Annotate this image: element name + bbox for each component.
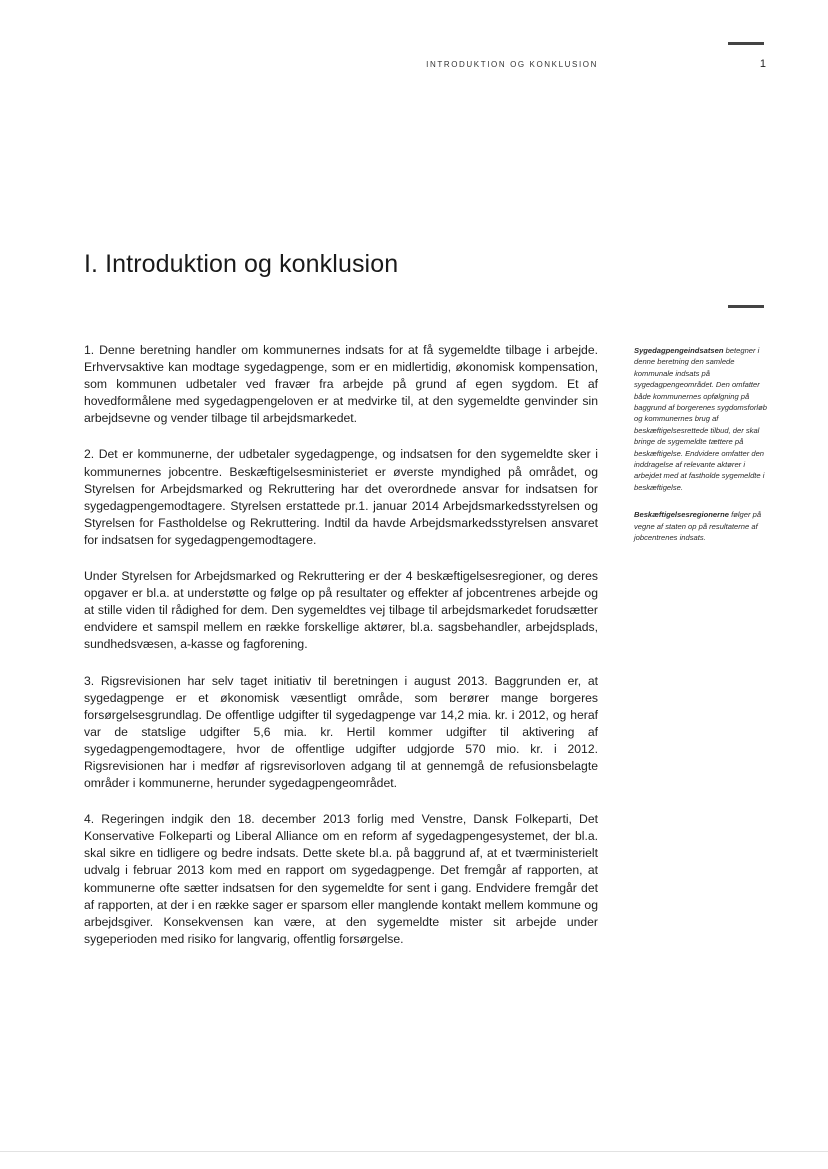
section-rule bbox=[728, 305, 764, 308]
paragraph-3: 3. Rigsrevisionen har selv taget initiativ til beretningen i august 2013. Baggrunden er, at sygedagpenge er et økonomisk væsentligt område, som berører mange borgeres forsørgelsesgrundlag. De offentlige udgifter til sygedagpenge var 14,2 mia. kr. i 2012, og heraf var de statslige udgifter 5,6 mia. kr. Hertil kommer udgifter til aktivering af sygedagpengemodtagere, hvor de offentlige udgifter udgjorde 570 mio. kr. i 2012. Rigsrevisionen har i medfør af rigsrevisorloven adgang til at gennemgå de refusionsbelagte områder i kommunerne, herunder sygedagpengeområdet. bbox=[84, 673, 598, 791]
paragraph-4: 4. Regeringen indgik den 18. december 2013 forlig med Venstre, Dansk Folkeparti, Det Konservative Folkeparti og Liberal Alliance om en reform af sygedagpengesystemet, der bl.a. skal sikre en tidligere og bedre indsats. Dette skete bl.a. på baggrund af, at et tværministerielt udvalg i februar 2013 kom med en rapport om sygedagpenge. Det fremgår af rapporten, at kommunerne ofte sætter indsatsen for den sygemeldte for sent i gang. Endvidere fremgår det af rapporten, at der i en række sager er sparsom eller manglende kontakt mellem kommune og arbejdsgiver. Konsekvensen kan være, at den sygemeldte mister sit arbejde under sygeperioden med risiko for langvarig, offentlig forsørgelse. bbox=[84, 812, 598, 946]
margin-note-term: Beskæftigelsesregionerne bbox=[634, 510, 729, 520]
margin-note-text: følger på vegne af staten op på resultaterne af jobcentrenes indsats. bbox=[634, 510, 762, 543]
margin-note-term: Sygedagpengeindsatsen bbox=[634, 346, 724, 355]
body-text bbox=[84, 342, 598, 967]
margin-note bbox=[634, 345, 770, 493]
page-number: 1 bbox=[759, 58, 766, 70]
margin-note-text: betegner i denne beretning den samlede kommunale indsats på sygedagpengeområdet. Den omfatter både kommunernes opfølgning på baggrund af borgerenes sygdomsforløb og kommunernes brug af beskæftigelsesrettede tilbud, der skal bringe de sygemeldte tættere på beskæftigelse. Endvidere omfatter den inddragelse af relevante aktører i arbejdet med at fastholde sygemeldte i beskæftigelse. bbox=[634, 346, 767, 492]
margin-note bbox=[634, 509, 770, 543]
paragraph-1: 1. Denne beretning handler om kommunernes indsats for at få sygemeldte tilbage i arbejde. Erhvervsaktive kan modtage sygedagpenge, som er en midlertidig, økonomisk kompensation, som kommunen udbetaler ved fravær fra arbejde på grund af egen sygdom. Et af hovedformålene med sygedagpengeloven er at medvirke til, at den sygemeldte genvinder sin arbejdsevne og vender tilbage til arbejdsmarkedet. bbox=[84, 343, 598, 426]
page-bottom-edge bbox=[0, 1151, 828, 1152]
paragraph-2: 2. Det er kommunerne, der udbetaler sygedagpenge, og indsatsen for den sygemeldte sker i kommunernes jobcentre. Beskæftigelsesministeriet er øverste myndighed på området, og Styrelsen for Arbejdsmarked og Rekruttering har det overordnede ansvar for indsatsen for sygedagpengemodtagere. Styrelsen erstattede pr.1. januar 2014 Arbejdsmarkedsstyrelsen og Styrelsen for Fastholdelse og Rekruttering. Indtil da havde Arbejdsmarkedsstyrelsen ansvaret for indsatsen for sygedagpengemodtagere. bbox=[84, 447, 598, 547]
paragraph-2-continued: Under Styrelsen for Arbejdsmarked og Rekruttering er der 4 beskæftigelsesregioner, og deres opgaver er bl.a. at understøtte og følge op på resultater og effekter af jobcentrenes arbejde og at stille viden til rådighed for dem. Den sygemeldtes vej tilbage til arbejdsmarkedet forudsætter endvidere et samspil mellem en række forskellige aktører, bl.a. sagsbehandler, arbejdsplads, sundhedsvæsen, a-kasse og fagforening. bbox=[84, 569, 598, 652]
margin-notes bbox=[634, 345, 770, 560]
header-rule bbox=[728, 42, 764, 45]
chapter-title: I. Introduktion og konklusion bbox=[84, 250, 399, 278]
running-header: INTRODUKTION OG KONKLUSION bbox=[426, 60, 598, 69]
